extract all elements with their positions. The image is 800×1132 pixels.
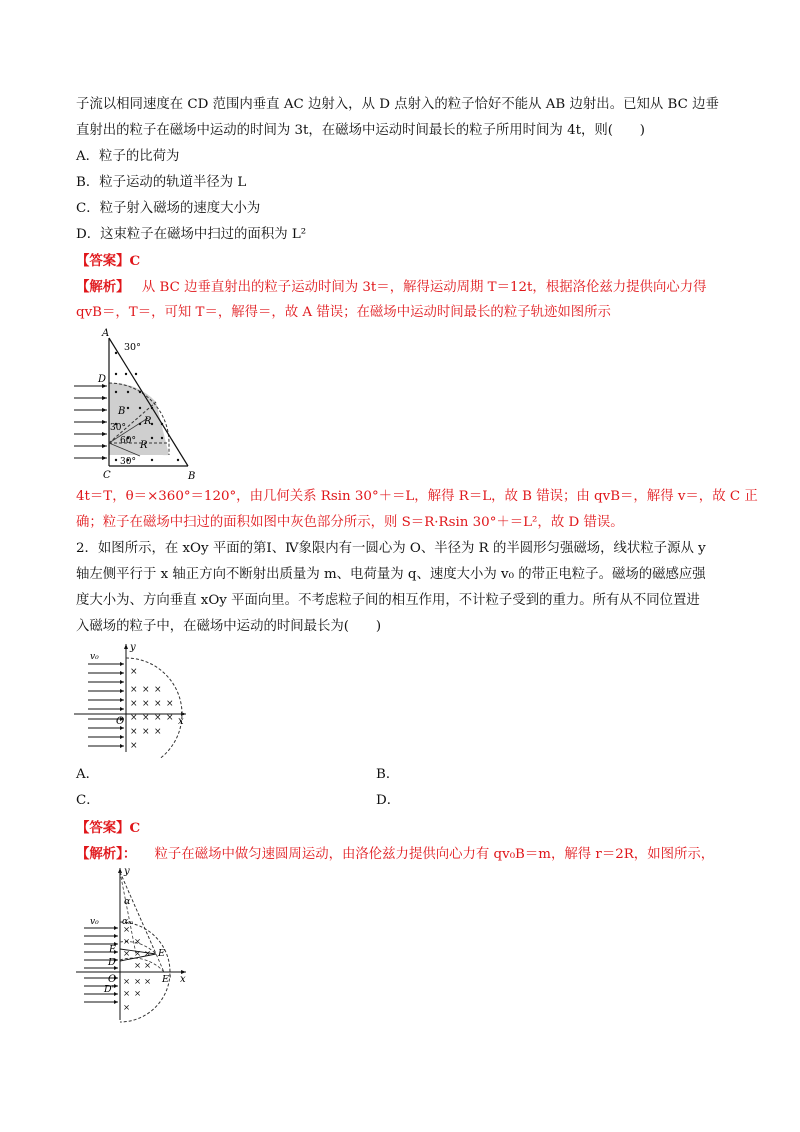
- q1-analysis-line-3: 4t＝T，θ＝×360°＝120°，由几何关系 Rsin 30°＋＝L，解得 R＝L，故 B 错误；由 qvB＝，解得 v＝，故 C 正: [76, 489, 758, 504]
- figure-2-label-o: O: [116, 716, 125, 727]
- figure-3-label-e-prime: E': [162, 974, 172, 985]
- q1-analysis-line-4: 确；粒子在磁场中扫过的面积如图中灰色部分所示，则 S＝R·Rsin 30°＋＝L²，故 D 错误。: [76, 515, 624, 530]
- svg-text:×: ×: [142, 727, 150, 737]
- q1-stem-line-1: 子流以相同速度在 CD 范围内垂直 AC 边射入，从 D 点射入的粒子恰好不能从 AB 边射出。已知从 BC 边垂: [76, 97, 719, 112]
- figure-1-label-d: D: [98, 374, 107, 385]
- q2-option-c: C．: [76, 793, 100, 808]
- svg-text:×: ×: [144, 949, 152, 959]
- svg-text:×: ×: [134, 961, 142, 971]
- svg-text:×: ×: [134, 937, 142, 947]
- svg-text:×: ×: [130, 713, 138, 723]
- figure-3-label-e: E: [158, 948, 165, 959]
- figure-3-label-d-prime: D': [104, 984, 115, 995]
- svg-text:×: ×: [123, 937, 131, 947]
- q2-analysis-text-1: 粒子在磁场中做匀速圆周运动，由洛伦兹力提供向心力有 qv₀B＝m，解得 r＝2R，如图所示，: [154, 847, 715, 862]
- svg-text:×: ×: [154, 699, 162, 709]
- figure-1-label-b: B: [188, 471, 196, 482]
- svg-text:×: ×: [154, 727, 162, 737]
- svg-text:×: ×: [154, 685, 162, 695]
- figure-1-label-a: A: [102, 328, 110, 339]
- svg-text:×: ×: [130, 699, 138, 709]
- q1-analysis-label: 【解析】: [76, 279, 130, 295]
- svg-text:×: ×: [130, 727, 138, 737]
- q2-stem-line-2: 轴左侧平行于 x 轴正方向不断射出质量为 m、电荷量为 q、速度大小为 v₀ 的带正电粒子。磁场的磁感应强: [76, 567, 706, 582]
- q2-analysis-line-1: [76, 844, 736, 865]
- svg-text:×: ×: [123, 1003, 131, 1013]
- figure-2-label-x: x: [178, 716, 184, 727]
- q2-stem-line-1: 2．如图所示，在 xOy 平面的第Ⅰ、Ⅳ象限内有一圆心为 O、半径为 R 的半圆形匀强磁场，线状粒子源从 y: [76, 541, 706, 556]
- svg-text:×: ×: [134, 977, 142, 987]
- figure-3-label-alpha-m: αₘ: [122, 917, 134, 927]
- svg-text:×: ×: [134, 949, 142, 959]
- svg-text:×: ×: [166, 699, 174, 709]
- figure-1-label-b-inner: B: [118, 406, 126, 417]
- svg-text:×: ×: [142, 713, 150, 723]
- figure-3-trajectory-diagram: [76, 864, 196, 1024]
- figure-3-label-y: y: [124, 866, 130, 877]
- svg-text:×: ×: [142, 699, 150, 709]
- figure-3-label-v0: v₀: [90, 917, 99, 927]
- q2-answer: 【答案】C: [76, 820, 141, 836]
- q1-analysis-text-1: 从 BC 边垂直射出的粒子运动时间为 3t＝，解得运动周期 T＝12t，根据洛伦兹力提供向心力得: [141, 280, 707, 295]
- q2-option-a: A．: [76, 767, 100, 782]
- q1-option-d: D．这束粒子在磁场中扫过的面积为 L²: [76, 227, 307, 242]
- svg-text:×: ×: [142, 685, 150, 695]
- q1-option-a: A．粒子的比荷为: [76, 149, 180, 164]
- q1-analysis-line-1: [76, 277, 736, 298]
- svg-text:×: ×: [123, 989, 131, 999]
- svg-text:×: ×: [130, 741, 138, 751]
- figure-1-angle-bottom: 30°: [120, 457, 136, 467]
- svg-text:×: ×: [123, 977, 131, 987]
- figure-2-label-v0: v₀: [90, 652, 99, 662]
- figure-3-label-o: O: [108, 974, 117, 985]
- q1-option-c: C．粒子射入磁场的速度大小为: [76, 201, 261, 216]
- figure-3-label-d: D: [108, 957, 116, 968]
- svg-text:×: ×: [144, 961, 152, 971]
- svg-text:×: ×: [154, 713, 162, 723]
- q1-option-b: B．粒子运动的轨道半径为 L: [76, 175, 247, 190]
- figure-1-label-c: C: [103, 470, 111, 481]
- svg-text:×: ×: [123, 925, 131, 935]
- q2-analysis-label: 【解析】：: [76, 846, 137, 862]
- figure-1-angle-left: 30°: [110, 423, 126, 433]
- figure-1-ray-arrowheads: [102, 384, 107, 460]
- figure-3-label-x: x: [180, 974, 186, 985]
- svg-text:×: ×: [130, 685, 138, 695]
- q2-stem-line-4: 入磁场的粒子中，在磁场中运动的时间最长为( ): [76, 619, 382, 634]
- figure-2-incoming-rays: [88, 664, 124, 746]
- q2-option-b: B．: [376, 767, 400, 782]
- q2-stem-line-3: 度大小为、方向垂直 xOy 平面向里。不考虑粒子间的相互作用，不计粒子受到的重力。所有从不同位置进: [76, 593, 700, 608]
- figure-1-label-r1: R: [144, 416, 152, 427]
- figure-2-y-arrow: [124, 644, 128, 649]
- svg-text:×: ×: [166, 713, 174, 723]
- figure-1-shaded-region: [109, 383, 169, 455]
- figure-3-label-alpha: α: [124, 896, 131, 907]
- svg-text:×: ×: [123, 949, 131, 959]
- q1-analysis-line-2: qvB＝，T＝，可知 T＝，解得＝，故 A 错误；在磁场中运动时间最长的粒子轨迹如图所示: [76, 305, 611, 320]
- svg-text:×: ×: [134, 989, 142, 999]
- figure-1-angle-top: 30°: [124, 342, 141, 353]
- figure-2-field-crosses: [130, 667, 174, 751]
- figure-3-label-f: F: [109, 944, 116, 955]
- figure-2-semicircle-field: [74, 640, 194, 758]
- svg-text:×: ×: [130, 667, 138, 677]
- svg-text:×: ×: [144, 977, 152, 987]
- figure-3-field-crosses: [123, 925, 151, 1013]
- q1-answer: 【答案】C: [76, 253, 141, 269]
- q2-option-d: D．: [376, 793, 401, 808]
- figure-1-label-r2: R: [140, 440, 148, 451]
- figure-2-label-y: y: [130, 642, 136, 653]
- q1-stem-line-2: 直射出的粒子在磁场中运动的时间为 3t，在磁场中运动时间最长的粒子所用时间为 4t，则( ): [76, 123, 645, 138]
- figure-2-ray-arrowheads: [120, 662, 124, 748]
- figure-1-angle-mid: 60°: [120, 436, 136, 446]
- figure-1-triangle-field: [70, 326, 200, 482]
